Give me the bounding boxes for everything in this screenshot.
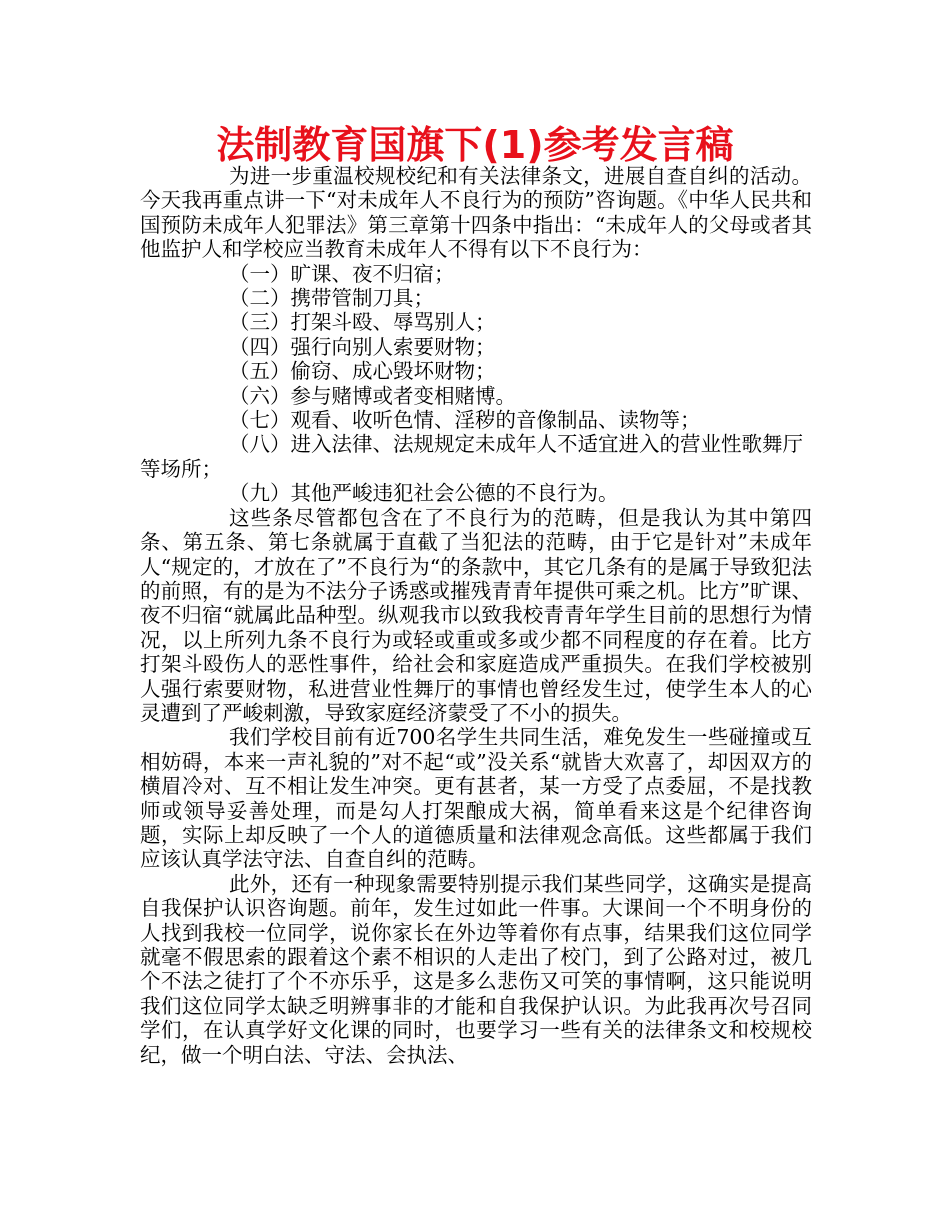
list-item: （八）进入法律、法规规定未成年人不适宜进入的营业性歌舞厅等场所； — [140, 432, 803, 481]
body-paragraph: 此外，还有一种现象需要特别提示我们某些同学，这确实是提高自我保护认识咨询题。前年，发生过如此一件事。大课间一个不明身份的人找到我校一位同学，说你家长在外边等着你有点事，结果我们这位同学就毫不假思索的跟着这个素不相识的人走出了校门，到了公路对过，被几个不法之徒打了个不亦乐乎，这是多么悲伤又可笑的事情啊，这只能说明我们这位同学太缺乏明辨事非的才能和自我保护认识。为此我再次号召同学们，在认真学好文化课的同时，也要学习一些有关的法律条文和校规校纪，做一个明白法、守法、会执法、 — [140, 871, 812, 1067]
list-item: （九）其他严峻违犯社会公德的不良行为。 — [229, 481, 619, 506]
list-item: （四）强行向别人索要财物； — [229, 334, 496, 359]
page-title: 法制教育国旗下(1)参考发言稿 — [216, 123, 734, 167]
list-item: （六）参与赌博或者变相赌博。 — [229, 383, 516, 408]
list-item: （一）旷课、夜不归宿； — [229, 261, 455, 286]
list-item: （七）观看、收听色情、淫秽的音像制品、读物等； — [229, 408, 701, 433]
list-item: （二）携带管制刀具； — [229, 286, 434, 311]
intro-paragraph: 为进一步重温校规校纪和有关法律条文，进展自查自纠的活动。今天我再重点讲一下“对未成年人不良行为的预防”咨询题。《中华人民共和国预防未成年人犯罪法》第三章第十四条中指出：“未成年人的父母或者其他监护人和学校应当教育未成年人不得有以下不良行为： — [140, 164, 812, 262]
body-paragraph: 我们学校目前有近700名学生共同生活，难免发生一些碰撞或互相妨碍，本来一声礼貌的”对不起“或”没关系“就皆大欢喜了，却因双方的横眉冷对、互不相让发生冲突。更有甚者，某一方受了点委屈，不是找教师或领导妥善处理，而是勾人打架酿成大祸，简单看来这是个纪律咨询题，实际上却反映了一个人的道德质量和法律观念高低。这些都属于我们应该认真学法守法、自查自纠的范畴。 — [140, 725, 812, 872]
body-paragraph: 这些条尽管都包含在了不良行为的范畴，但是我认为其中第四条、第五条、第七条就属于直截了当犯法的范畴，由于它是针对”未成年人“规定的，才放在了”不良行为“的条款中，其它几条有的是属于导致犯法的前照，有的是为不法分子诱惑或摧残青青年提供可乘之机。比方”旷课、夜不归宿“就属此品种型。纵观我市以致我校青青年学生目前的思想行为情况，以上所列九条不良行为或轻或重或多或少都不同程度的存在着。比方打架斗殴伤人的恶性事件，给社会和家庭造成严重损失。在我们学校被别人强行索要财物，私进营业性舞厅的事情也曾经发生过，使学生本人的心灵遭到了严峻刺激，导致家庭经济蒙受了不小的损失。 — [140, 505, 812, 725]
list-item: （五）偷窃、成心毁坏财物； — [229, 359, 496, 384]
list-item: （三）打架斗殴、辱骂别人； — [229, 310, 496, 335]
document-body — [140, 164, 812, 1067]
